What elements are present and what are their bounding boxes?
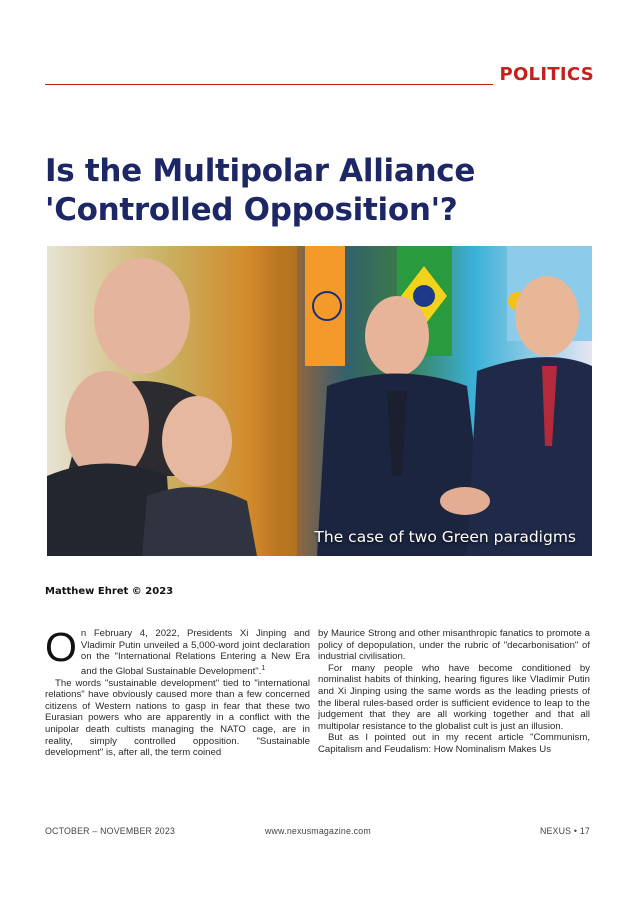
paragraph: The words "sustainable development" tied to "international relations" have obviously caused more than a few concerned citizens of Western nations to gasp in fear that these two Eurasian powers who are apparently in a conflict with the unipolar death cultists managing the NATO cage, are in reality, simply controlled opposition. "Sustainable development" is, after all, the term coined (45, 677, 310, 759)
article-title-line-1: Is the Multipolar Alliance (45, 153, 476, 189)
byline: Matthew Ehret © 2023 (45, 586, 174, 597)
paragraph-text: n February 4, 2022, Presidents Xi Jinping and Vladimir Putin unveiled a 5,000-word joint declaration on the "International Relations Entering a New Era and the Global Sustainable Development". (80, 628, 310, 677)
article-column-right (318, 628, 590, 793)
section-label: POLITICS (499, 64, 594, 85)
paragraph: For many people who have become conditioned by nominalist habits of thinking, hearing figures like Vladimir Putin and Xi Jinping using the same words as the leading priests of the liberal rules-based order is sufficient evidence to leap to the judgement that they are all working together and that all multipolar resistance to the globalist cult is just an illusion. (318, 662, 590, 732)
hero-illustration (47, 246, 592, 556)
footer-issue-date: OCTOBER – NOVEMBER 2023 (45, 826, 176, 836)
paragraph: by Maurice Strong and other misanthropic fanatics to promote a policy of depopulation, under the rubric of "decarbonisation" of industrial civilisation. (318, 628, 590, 663)
image-caption: The case of two Green paradigms (314, 528, 576, 546)
section-divider-rule (45, 84, 493, 85)
footer-page-number: NEXUS • 17 (539, 826, 590, 836)
paragraph (45, 628, 310, 678)
footer-website: www.nexusmagazine.com (265, 826, 371, 836)
article-column-left (45, 628, 310, 793)
article-title (45, 152, 605, 230)
footnote-ref: 1 (261, 664, 266, 672)
drop-cap: O (45, 628, 77, 670)
hero-image (47, 246, 592, 556)
paragraph: But as I pointed out in my recent article "Communism, Capitalism and Feudalism: How Nominalism Makes Us (318, 732, 590, 755)
article-title-line-2: 'Controlled Opposition'? (45, 192, 458, 228)
